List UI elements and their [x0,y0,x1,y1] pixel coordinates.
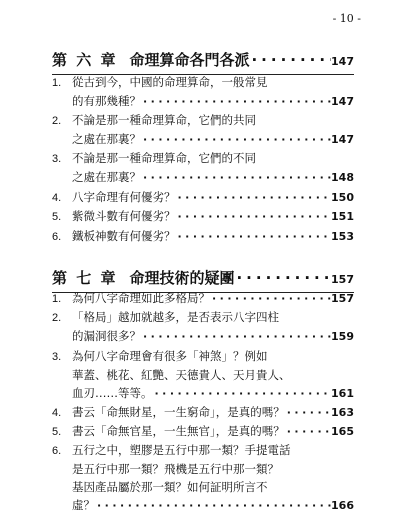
item-page: 163 [331,406,354,419]
item-page: 147 [331,95,354,108]
dot-leader [210,290,331,308]
item-page: 153 [331,230,354,243]
toc-item [52,403,354,422]
item-text: 八字命理有何優劣？ [72,190,176,204]
dot-leader [176,228,332,246]
item-number: 4. [52,407,62,419]
item-text: 為何八字命理會有很多「神煞」？例如 [72,349,268,363]
item-text: 華蓋、桃花、紅艷、天德貴人、天月貴人、 [72,368,291,382]
chapter-page: 147 [331,55,354,68]
item-number: 1. [52,77,62,89]
item-number: 5. [52,211,62,223]
item-text: 是五行中那一類？飛機是五行中那一類？ [72,462,279,476]
item-text: 紫微斗數有何優劣？ [72,209,176,223]
toc-item [52,188,354,207]
item-text: 的漏洞很多？ [72,329,141,343]
dot-leader [141,93,331,111]
toc-item [52,308,354,346]
chapter-label: 第 六 章 [52,51,118,69]
toc-item [52,441,354,515]
item-text: 鐵板神數有何優劣？ [72,229,176,243]
item-page: 165 [331,425,354,438]
item-page: 147 [331,133,354,146]
toc-item [52,149,354,187]
dot-leader [285,423,331,441]
item-number: 1. [52,293,62,305]
item-number: 2. [52,115,62,127]
toc-item [52,73,354,111]
item-text: 基因產品屬於那一類？如何証明所言不 [72,480,268,494]
item-number: 6. [52,445,62,457]
dot-leader [153,385,332,403]
chapter-heading [52,50,354,75]
dot-leader [234,268,331,288]
dot-leader [249,50,331,70]
toc-item [52,111,354,149]
item-number: 2. [52,312,62,324]
item-page: 148 [331,171,354,184]
item-number: 5. [52,426,62,438]
item-number: 3. [52,351,62,363]
item-page: 151 [331,210,354,223]
chapter-title: 命理算命各門各派 [129,51,250,69]
item-text: 五行之中，塑膠是五行中那一類？手提電話 [72,443,291,457]
dot-leader [176,208,332,226]
dot-leader [141,131,331,149]
page-number: - 10 - [332,12,361,25]
dot-leader [95,497,331,515]
item-text: 「格局」越加就越多，是否表示八字四柱 [72,310,279,324]
chapter-label: 第 七 章 [52,269,118,287]
item-page: 159 [331,330,354,343]
item-page: 150 [331,191,354,204]
toc-item [52,289,354,308]
toc-item [52,207,354,226]
dot-leader [176,189,332,207]
toc-item [52,347,354,403]
dot-leader [141,169,331,187]
item-text: 書云「命無官星，一生無官」，是真的嗎？ [72,424,285,438]
item-text: 不論是那一種命理算命，它們的共同 [72,113,256,127]
item-page: 161 [331,387,354,400]
item-text: 的有那幾種？ [72,94,141,108]
item-text: 從古到今，中國的命理算命，一般常見 [72,75,268,89]
item-page: 166 [331,499,354,512]
item-page: 157 [331,292,354,305]
item-text: 虛？ [72,498,95,512]
item-text: 血刃……等等。 [72,386,153,400]
item-number: 3. [52,153,62,165]
item-number: 4. [52,192,62,204]
toc-item [52,422,354,441]
toc-item [52,227,354,246]
item-text: 不論是那一種命理算命，它們的不同 [72,151,256,165]
dot-leader [141,328,331,346]
item-text: 之處在那裏？ [72,132,141,146]
item-text: 為何八字命理如此多格局？ [72,291,210,305]
chapter-page: 157 [331,273,354,286]
item-text: 書云「命無財星，一生窮命」，是真的嗎？ [72,405,285,419]
item-number: 6. [52,231,62,243]
item-text: 之處在那裏？ [72,170,141,184]
chapter-title: 命理技術的疑團 [129,269,235,287]
dot-leader [285,404,331,422]
